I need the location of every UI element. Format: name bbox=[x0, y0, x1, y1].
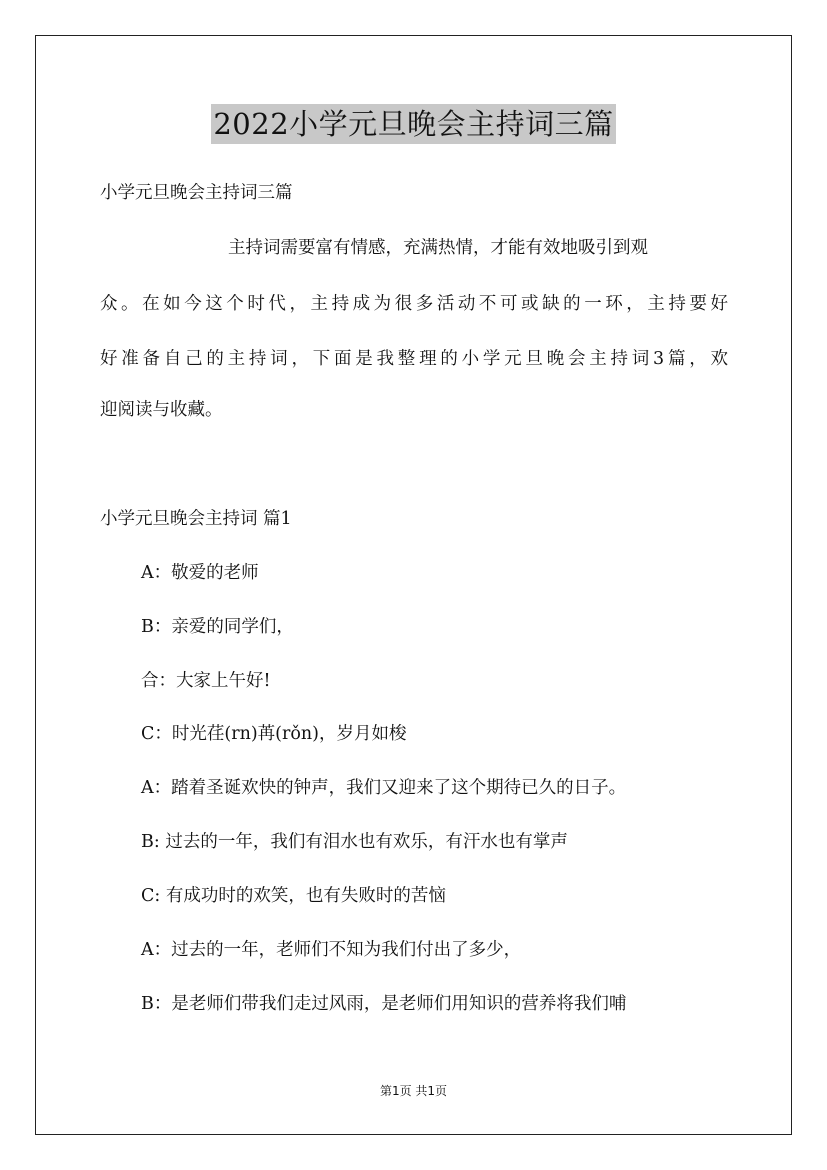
intro-line-2: 众。在如今这个时代，主持成为很多活动不可或缺的一环，主持要好 bbox=[100, 294, 728, 314]
intro-line-4: 迎阅读与收藏。 bbox=[100, 400, 223, 420]
dialogue-line: A：过去的一年，老师们不知为我们付出了多少， bbox=[141, 940, 522, 960]
dialogue-line: A：敬爱的老师 bbox=[141, 563, 259, 583]
document-title bbox=[0, 104, 827, 144]
section-heading: 小学元旦晚会主持词 篇1 bbox=[100, 509, 292, 529]
dialogue-line: B：是老师们带我们走过风雨，是老师们用知识的营养将我们哺 bbox=[141, 994, 627, 1014]
page-footer: 第1页 共1页 bbox=[379, 1084, 448, 1098]
dialogue-line: 合：大家上午好! bbox=[141, 671, 271, 691]
document-title-text: 2022小学元旦晚会主持词三篇 bbox=[211, 104, 615, 144]
dialogue-line: C：时光荏(rn)苒(rǒn)，岁月如梭 bbox=[141, 724, 407, 744]
dialogue-line: C: 有成功时的欢笑，也有失败时的苦恼 bbox=[141, 886, 446, 906]
dialogue-line: B：亲爱的同学们， bbox=[141, 617, 294, 637]
intro-line-3: 好准备自己的主持词，下面是我整理的小学元旦晚会主持词3篇，欢 bbox=[100, 349, 728, 369]
intro-line-1: 主持词需要富有情感，充满热情，才能有效地吸引到观 bbox=[228, 238, 648, 258]
dialogue-line: A：踏着圣诞欢快的钟声，我们又迎来了这个期待已久的日子。 bbox=[141, 778, 627, 798]
document-subtitle: 小学元旦晚会主持词三篇 bbox=[100, 183, 293, 203]
dialogue-line: B: 过去的一年，我们有泪水也有欢乐，有汗水也有掌声 bbox=[141, 832, 568, 852]
